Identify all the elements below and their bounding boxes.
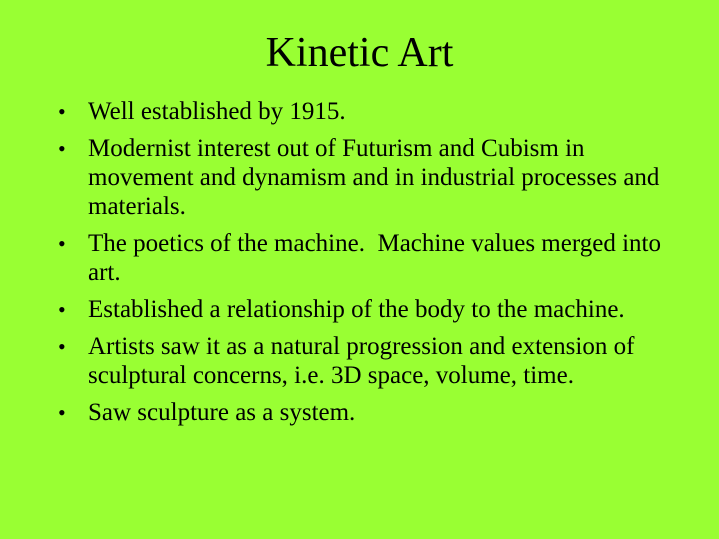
bullet-dot-icon: • (58, 99, 66, 124)
bullet-item (56, 398, 666, 427)
bullet-dot-icon: • (58, 231, 66, 256)
slide-title: Kinetic Art (265, 30, 454, 76)
bullet-item (56, 134, 666, 221)
bullet-text: Artists saw it as a natural progression and extension of sculptural concerns, i.e. 3D space, volume, time. (88, 333, 635, 389)
bullet-text: Well established by 1915. (88, 98, 346, 125)
bullet-dot-icon: • (58, 136, 66, 161)
bullet-dot-icon: • (58, 334, 66, 359)
bullet-dot-icon: • (58, 400, 66, 425)
bullet-dot-icon: • (58, 297, 66, 322)
bullet-item (56, 295, 666, 324)
bullet-text: The poetics of the machine. Machine values merged into art. (88, 230, 668, 286)
bullet-item (56, 332, 666, 390)
bullet-text: Established a relationship of the body to the machine. (88, 296, 625, 323)
bullet-text: Saw sculpture as a system. (88, 399, 356, 426)
bullet-item (56, 97, 666, 126)
bullet-text: Modernist interest out of Futurism and Cubism in movement and dynamism and in industrial processes and materials. (88, 135, 660, 220)
bullet-item (56, 229, 666, 287)
bullet-list (56, 97, 666, 435)
